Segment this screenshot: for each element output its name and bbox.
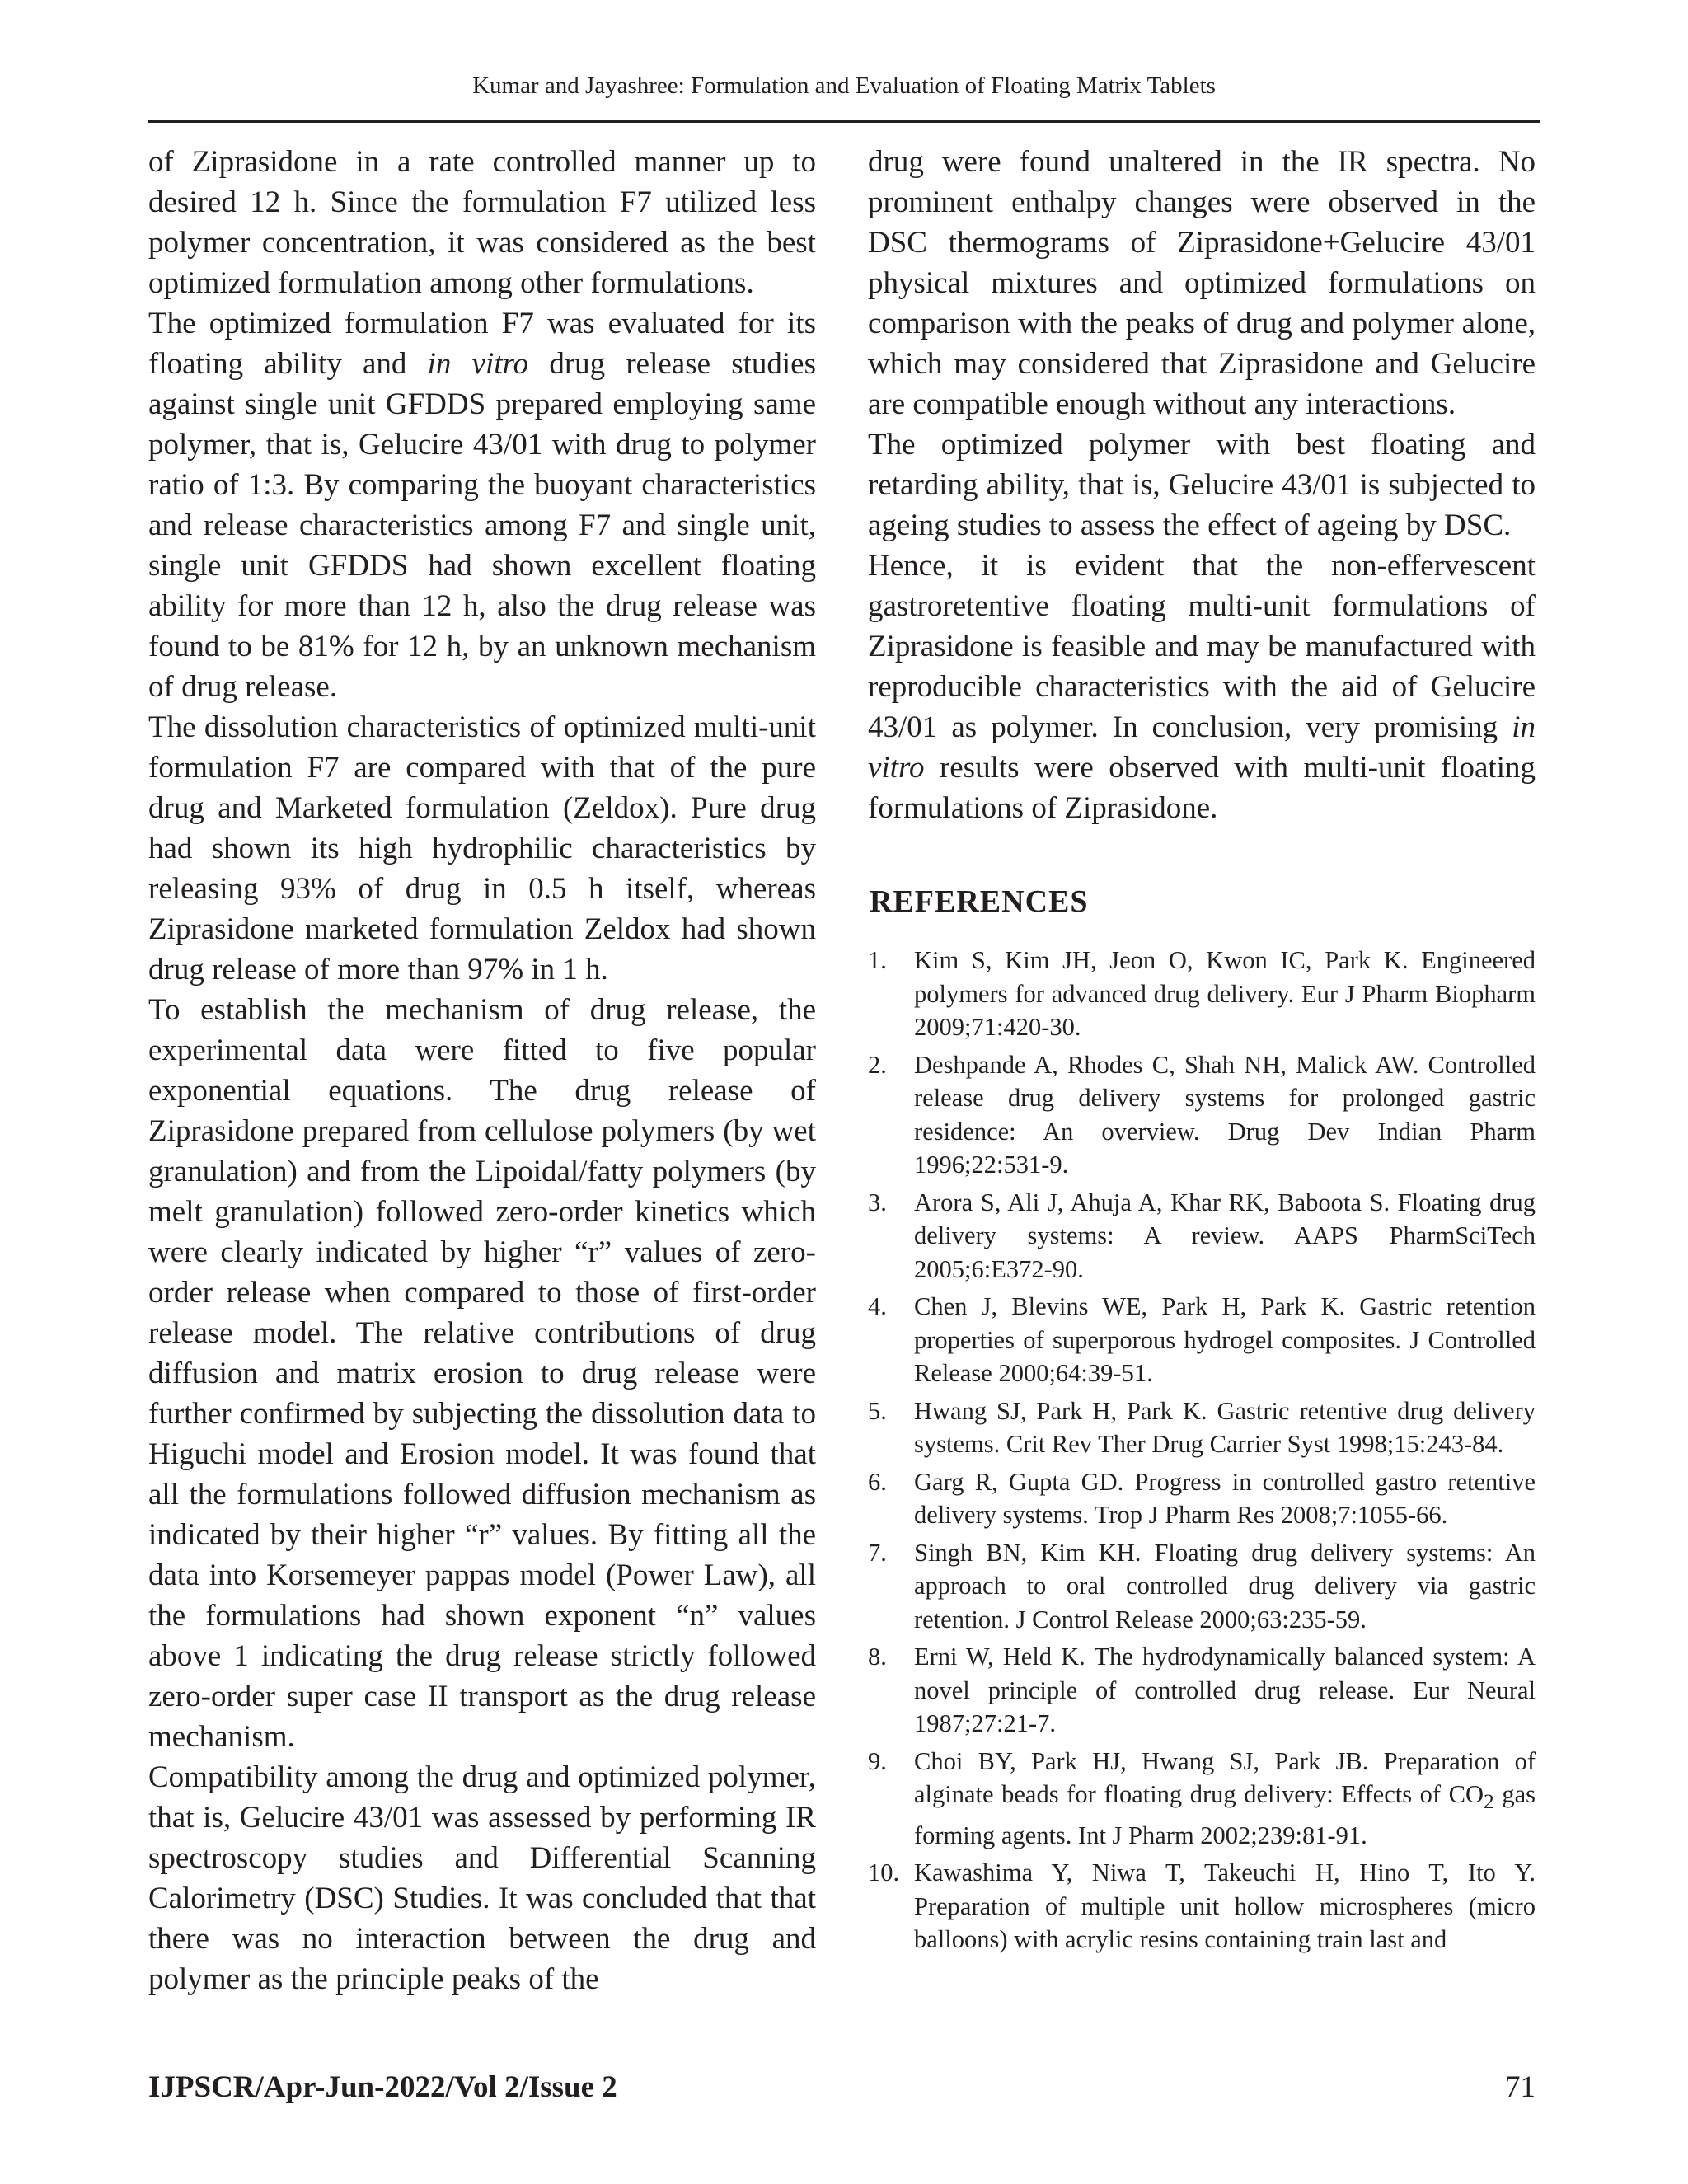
reference-item [868, 1290, 1536, 1390]
reference-item [868, 1394, 1536, 1461]
right-column [868, 142, 1536, 1961]
reference-text: gas forming agents. Int J Pharm 2002;239:81-91. [914, 1780, 1536, 1849]
paragraph: The dissolution characteristics of optimized multi-unit formulation F7 are compared with that of the pure drug and Marketed formulation (Zeldox). Pure drug had shown its high hydrophilic characteristics by releasing 93% of drug in 0.5 h itself, whereas Ziprasidone marketed formulation Zeldox had shown drug release of more than 97% in 1 h. [148, 710, 816, 987]
paragraph: To establish the mechanism of drug release, the experimental data were fitted to five popular exponential equations. The drug release of Ziprasidone prepared from cellulose polymers (by wet granulation) and from the Lipoidal/fatty polymers (by melt granulation) followed zero-order kinetics which were clearly indicated by higher “r” values of zero-order release when compared to those of first-order release model. The relative contributions of drug diffusion and matrix erosion to drug release were further confirmed by subjecting the dissolution data to Higuchi model and Erosion model. It was found that all the formulations followed diffusion mechanism as indicated by their higher “r” values. By fitting all the data into Korsemeyer pappas model (Power Law), all the formulations had shown exponent “n” values above 1 indicating the drug release strictly followed zero-order super case II transport as the drug release mechanism. [148, 993, 816, 1754]
reference-number: 3. [868, 1188, 887, 1216]
italic-term: in vitro [868, 710, 1536, 785]
reference-text: Hwang SJ, Park H, Park K. Gastric retentive drug delivery systems. Crit Rev Ther Drug Carrier Syst 1998;15:243-84. [914, 1396, 1536, 1458]
reference-text: Chen J, Blevins WE, Park H, Park K. Gastric retention properties of superporous hydrogel composites. J Controlled Release 2000;64:39-51. [914, 1292, 1536, 1387]
reference-item [868, 1048, 1536, 1182]
reference-number: 4. [868, 1292, 887, 1320]
reference-number: 5. [868, 1396, 887, 1425]
reference-item [868, 1856, 1536, 1957]
reference-number: 9. [868, 1746, 887, 1775]
reference-text: Deshpande A, Rhodes C, Shah NH, Malick AW. Controlled release drug delivery systems for prolonged gastric residence: An overview. Drug Dev Indian Pharm 1996;22:531-9. [914, 1050, 1536, 1179]
reference-number: 2. [868, 1050, 887, 1079]
paragraph: The optimized polymer with best floating and retarding ability, that is, Gelucire 43/01 is subjected to ageing studies to assess the effect of ageing by DSC. [868, 428, 1536, 542]
reference-item [868, 944, 1536, 1044]
references-heading: REFERENCES [870, 884, 1089, 919]
reference-text: Garg R, Gupta GD. Progress in controlled gastro retentive delivery systems. Trop J Pharm Res 2008;7:1055-66. [914, 1467, 1536, 1529]
reference-number: 1. [868, 946, 887, 974]
reference-list [868, 944, 1536, 1957]
reference-text: Arora S, Ali J, Ahuja A, Khar RK, Baboota S. Floating drug delivery systems: A review. AAPS PharmSciTech 2005;6:E372-90. [914, 1188, 1536, 1283]
paragraph: drug were found unaltered in the IR spectra. No prominent enthalpy changes were observed in the DSC thermograms of Ziprasidone+Gelucire 43/01 physical mixtures and optimized formulations on comparison with the peaks of drug and polymer alone, which may considered that Ziprasidone and Gelucire are compatible enough without any interactions. [868, 145, 1536, 421]
reference-number: 7. [868, 1538, 887, 1567]
reference-item [868, 1465, 1536, 1532]
reference-text: Kim S, Kim JH, Jeon O, Kwon IC, Park K. Engineered polymers for advanced drug delivery. Eur J Pharm Biopharm 2009;71:420-30. [914, 946, 1536, 1041]
reference-number: 10. [868, 1858, 900, 1887]
page-number: 71 [1505, 2070, 1536, 2104]
paragraph-text: drug release studies against single unit GFDDS prepared employing same polymer, that is, Gelucire 43/01 with drug to polymer ratio of 1:3. By comparing the buoyant characteristics and release characteristics among F7 and single unit, single unit GFDDS had shown excellent floating ability for more than 12 h, also the drug release was found to be 81% for 12 h, by an unknown mechanism of drug release. [148, 347, 816, 704]
reference-number: 8. [868, 1643, 887, 1671]
left-column [148, 142, 816, 1999]
paragraph: Compatibility among the drug and optimized polymer, that is, Gelucire 43/01 was assessed by performing IR spectroscopy studies and Differential Scanning Calorimetry (DSC) Studies. It was concluded that that there was no interaction between the drug and polymer as the principle peaks of the [148, 1760, 816, 1996]
reference-text: Choi BY, Park HJ, Hwang SJ, Park JB. Preparation of alginate beads for floating drug delivery: Effects of CO [914, 1746, 1536, 1808]
paragraph-text: results were observed with multi-unit floating formulations of Ziprasidone. [868, 751, 1536, 825]
journal-footer: IJPSCR/Apr-Jun-2022/Vol 2/Issue 2 [148, 2070, 617, 2104]
reference-item [868, 1745, 1536, 1853]
running-title: Kumar and Jayashree: Formulation and Evaluation of Floating Matrix Tablets [472, 73, 1216, 99]
reference-item [868, 1536, 1536, 1637]
reference-text: Singh BN, Kim KH. Floating drug delivery systems: An approach to oral controlled drug delivery via gastric retention. J Control Release 2000;63:235-59. [914, 1538, 1536, 1633]
paragraph [868, 546, 1536, 828]
reference-text: Erni W, Held K. The hydrodynamically balanced system: A novel principle of controlled drug release. Eur Neural 1987;27:21-7. [914, 1643, 1536, 1737]
reference-text: Kawashima Y, Niwa T, Takeuchi H, Hino T, Ito Y. Preparation of multiple unit hollow microspheres (micro balloons) with acrylic resins containing train last and [914, 1858, 1536, 1954]
reference-number: 6. [868, 1467, 887, 1496]
paragraph: of Ziprasidone in a rate controlled manner up to desired 12 h. Since the formulation F7 utilized less polymer concentration, it was considered as the best optimized formulation among other formulations. [148, 145, 816, 300]
reference-item [868, 1640, 1536, 1741]
italic-term: in vitro [427, 347, 529, 381]
paragraph-text: The optimized formulation F7 was evaluated for its floating ability and [148, 307, 816, 381]
paragraph [148, 303, 816, 707]
paragraph-text: Hence, it is evident that the non-effervescent gastroretentive floating multi-unit formulations of Ziprasidone is feasible and may be manufactured with reproducible characteristics with the aid of Gelucire 43/01 as polymer. In conclusion, very promising [868, 549, 1536, 744]
header-divider [148, 120, 1540, 123]
reference-item [868, 1186, 1536, 1286]
subscript: 2 [1484, 1790, 1494, 1814]
